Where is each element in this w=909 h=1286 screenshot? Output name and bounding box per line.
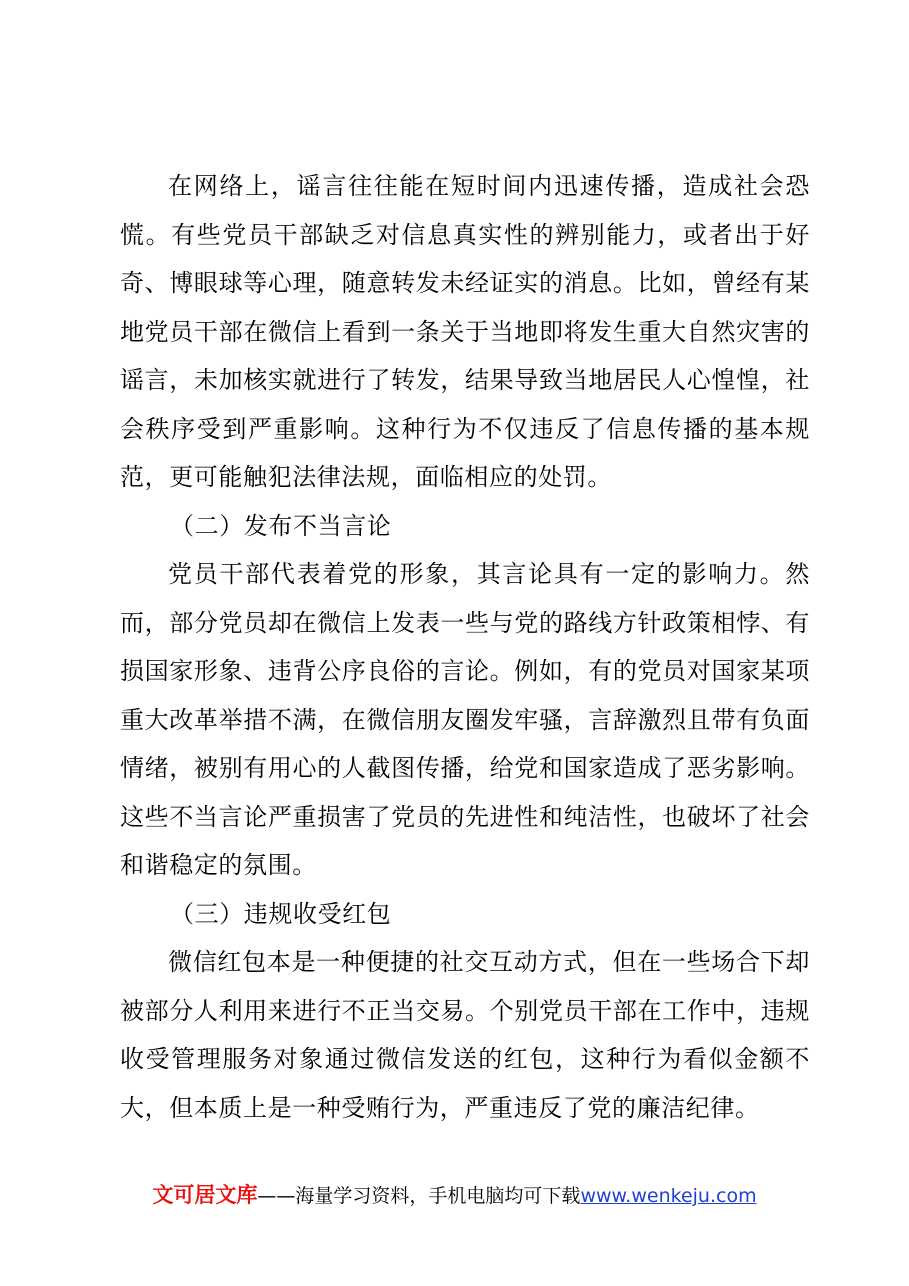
footer-banner (0, 1180, 909, 1211)
footer-tagline: ——海量学习资料，手机电脑均可下载 (257, 1185, 581, 1207)
document-body (120, 162, 810, 1132)
paragraph-improper-remarks: 党员干部代表着党的形象，其言论具有一定的影响力。然而，部分党员却在微信上发表一些与党的路线方针政策相悖、有损国家形象、违背公序良俗的言论。例如，有的党员对国家某项重大改革举措不满，在微信朋友圈发牢骚，言辞激烈且带有负面情绪，被别有用心的人截图传播，给党和国家造成了恶劣影响。这些不当言论严重损害了党员的先进性和纯洁性，也破坏了社会和谐稳定的氛围。 (120, 560, 810, 879)
section-heading-red-envelopes: （三）违规收受红包 (170, 899, 392, 928)
footer-brand: 文可居文库 (152, 1183, 258, 1207)
footer-website-link[interactable]: www.wenkeju.com (580, 1185, 757, 1207)
section-heading-improper-remarks: （二）发布不当言论 (170, 511, 392, 540)
paragraph-red-envelopes: 微信红包本是一种便捷的社交互动方式，但在一些场合下却被部分人利用来进行不正当交易。个别党员干部在工作中，违规收受管理服务对象通过微信发送的红包，这种行为看似金额不大，但本质上是一种受贿行为，严重违反了党的廉洁纪律。 (120, 948, 810, 1122)
paragraph-rumor-spreading: 在网络上，谣言往往能在短时间内迅速传播，造成社会恐慌。有些党员干部缺乏对信息真实性的辨别能力，或者出于好奇、博眼球等心理，随意转发未经证实的消息。比如，曾经有某地党员干部在微信上看到一条关于当地即将发生重大自然灾害的谣言，未加核实就进行了转发，结果导致当地居民人心惶惶，社会秩序受到严重影响。这种行为不仅违反了信息传播的基本规范，更可能触犯法律法规，面临相应的处罚。 (120, 172, 810, 491)
